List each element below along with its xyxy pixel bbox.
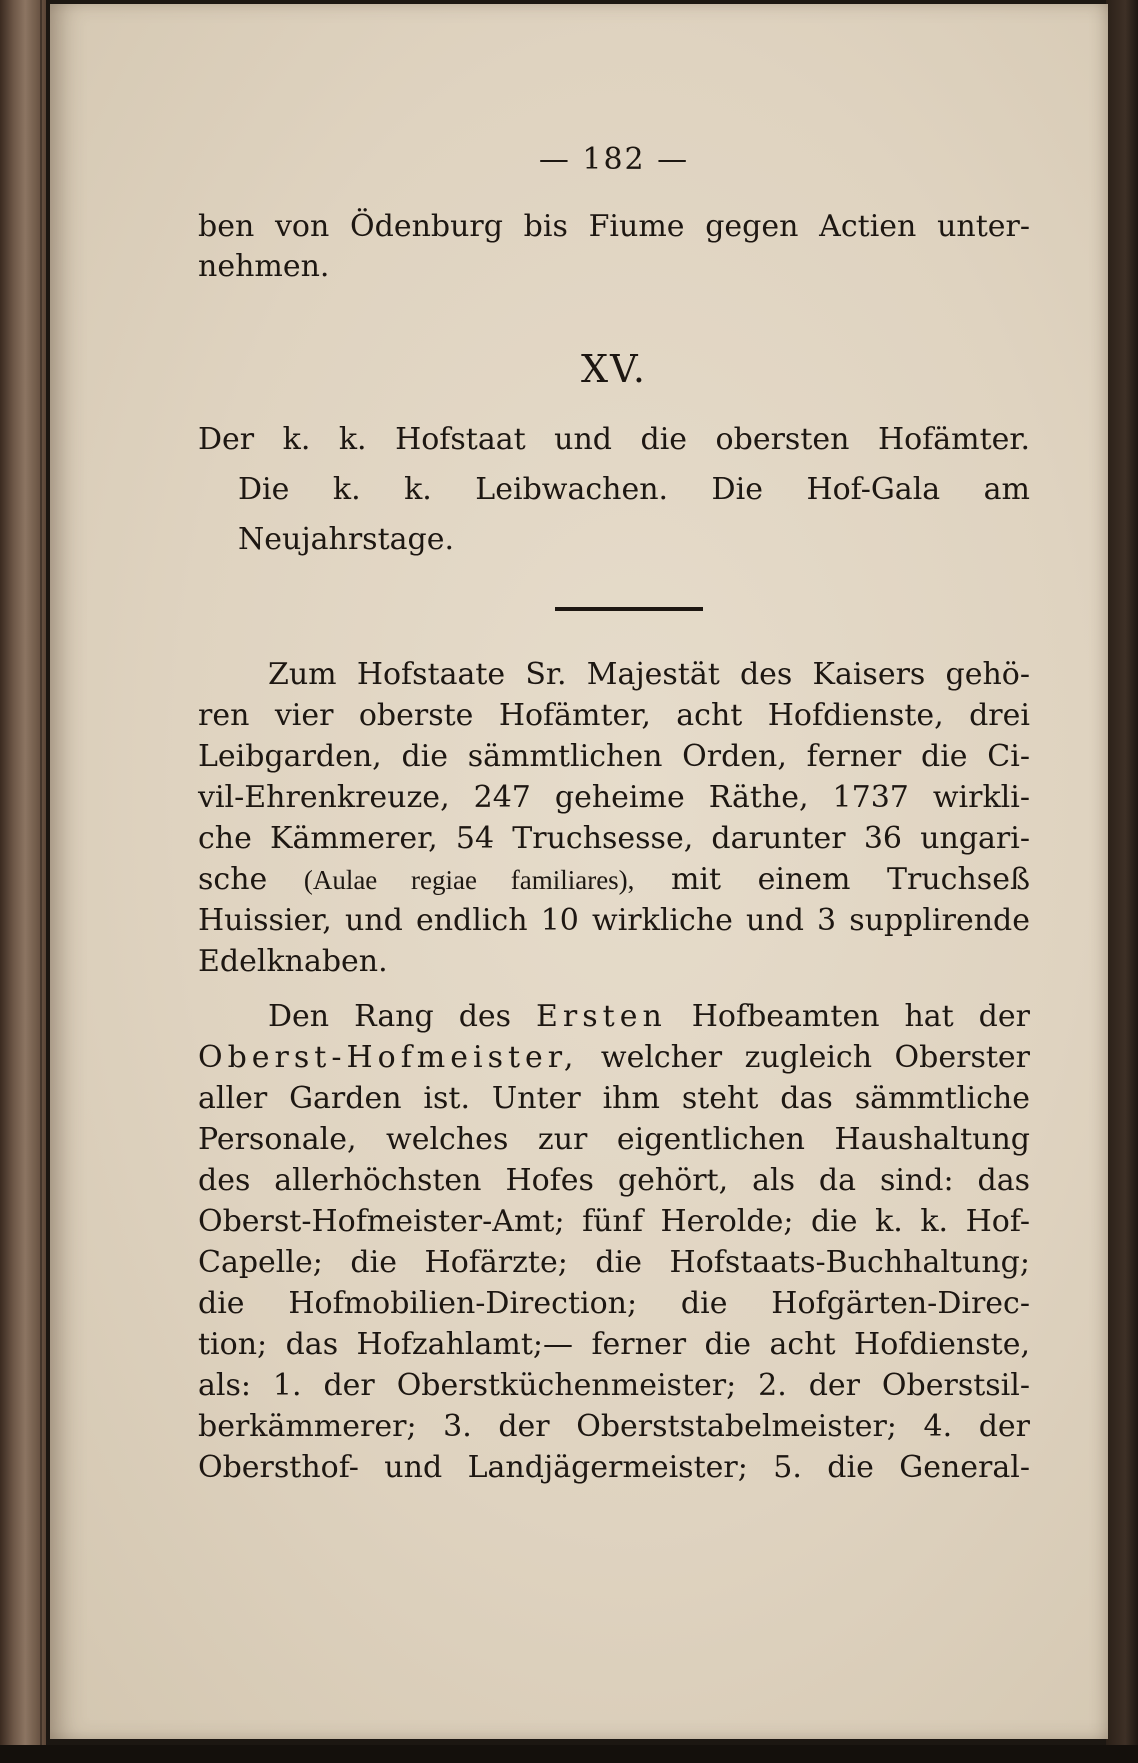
text-line: Zum Hofstaate Sr. Majestät des Kaisers gehö- [268, 657, 1030, 692]
heading-line: Die k. k. Leibwachen. Die Hof-Gala am [238, 472, 1030, 507]
text-line: als: 1. der Oberstküchenmeister; 2. der Oberstsil- [198, 1368, 1030, 1403]
text-line: Oberst-Hofmeister-Amt; fünf Herolde; die k. k. Hof- [198, 1204, 1030, 1239]
text-line: die Hofmobilien-Direction; die Hofgärten-Direc- [198, 1286, 1030, 1321]
spaced-emphasis: Oberst-Hofmeister, [198, 1040, 579, 1075]
text-line: des allerhöchsten Hofes gehört, als da sind: das [198, 1163, 1030, 1198]
text-line [198, 995, 1030, 1039]
text-line: berkämmerer; 3. der Oberststabelmeister; 4. der [198, 1409, 1030, 1444]
text-line: Personale, welches zur eigentlichen Haushaltung [198, 1122, 1030, 1157]
heading-line: Neujahrstage. [238, 522, 455, 557]
text-line: ben von Ödenburg bis Fiume gegen Actien unter- [198, 209, 1030, 244]
book-cover-right-edge [1106, 0, 1138, 1745]
text-line: nehmen. [198, 249, 330, 284]
text-line: Edelknaben. [198, 944, 388, 979]
book-cover-left-edge [0, 0, 46, 1745]
page-number: — 182 — [538, 142, 690, 177]
latin-phrase: (Aulae regiae familiares), [303, 865, 635, 895]
spaced-emphasis: Ersten [536, 999, 667, 1034]
text-line: aller Garden ist. Unter ihm steht das sämmtliche [198, 1081, 1030, 1116]
text-line: Obersthof- und Landjägermeister; 5. die General- [198, 1450, 1030, 1485]
scan-bottom-edge [0, 1745, 1138, 1763]
text-span: mit einem Truchseß [670, 862, 1030, 897]
text-line: tion; das Hofzahlamt;— ferner die acht Hofdienste, [198, 1327, 1030, 1362]
chapter-number: XV. [581, 347, 647, 391]
text-line: che Kämmerer, 54 Truchsesse, darunter 36 ungari- [198, 821, 1030, 856]
text-span: sche [198, 862, 268, 897]
text-span: Den Rang des [268, 999, 512, 1034]
text-line [198, 1036, 1030, 1080]
heading-divider [555, 607, 703, 611]
heading-line: Der k. k. Hofstaat und die obersten Hofämter. [198, 422, 1030, 457]
text-span: welcher zugleich Oberster [600, 1040, 1030, 1075]
text-line: Capelle; die Hofärzte; die Hofstaats-Buchhaltung; [198, 1245, 1030, 1280]
text-line: Huissier, und endlich 10 wirkliche und 3 supplirende [198, 903, 1030, 938]
text-line: ren vier oberste Hofämter, acht Hofdienste, drei [198, 698, 1030, 733]
text-line: vil-Ehrenkreuze, 247 geheime Räthe, 1737 wirkli- [198, 780, 1030, 815]
text-line [198, 858, 1030, 902]
text-line: Leibgarden, die sämmtlichen Orden, ferner die Ci- [198, 739, 1030, 774]
text-span: Hofbeamten hat der [691, 999, 1030, 1034]
